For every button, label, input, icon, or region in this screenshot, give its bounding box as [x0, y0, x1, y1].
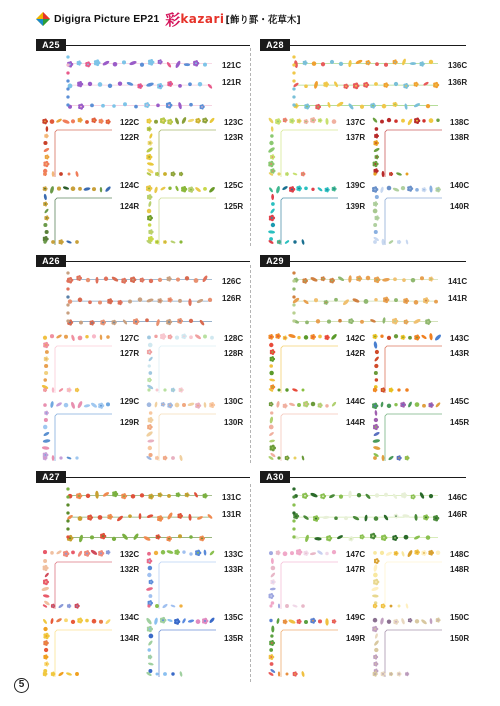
page-number: 5 [14, 678, 29, 693]
border-sample-145 [370, 399, 444, 463]
repeat-code-label: 143R [450, 349, 470, 358]
corner-code-label: 150C [450, 613, 470, 622]
repeat-code-label: 135R [224, 634, 244, 643]
repeat-code-label: 145R [450, 418, 470, 427]
section-rule [290, 477, 466, 478]
corner-code-label: 128C [224, 334, 244, 343]
section-band-row-1 [36, 39, 466, 51]
repeat-code-label: 139R [346, 202, 366, 211]
repeat-code-label: 134R [120, 634, 140, 643]
repeat-code-label: 144R [346, 418, 366, 427]
corner-code-label: 123C [224, 118, 244, 127]
section-band-row-3 [36, 471, 466, 483]
corner-code-label: 147C [346, 550, 366, 559]
border-sample-131 [64, 483, 216, 545]
corner-code-label: 146C [448, 493, 468, 502]
corner-code-label: 127C [120, 334, 140, 343]
section-rule [66, 477, 250, 478]
repeat-code-label: 150R [450, 634, 470, 643]
corner-code-label: 138C [450, 118, 470, 127]
section-rule [290, 45, 466, 46]
border-sample-136 [290, 51, 442, 113]
repeat-code-label: 138R [450, 133, 470, 142]
border-sample-123 [144, 115, 218, 179]
border-sample-137 [266, 115, 340, 179]
border-sample-141 [290, 267, 442, 329]
border-sample-134 [40, 615, 114, 679]
repeat-code-label: 127R [120, 349, 140, 358]
corner-code-label: 125C [224, 181, 244, 190]
border-sample-150 [370, 615, 444, 679]
section-tag-a29: A29 [260, 255, 290, 267]
border-sample-126 [64, 267, 216, 329]
diamond-logo-icon [36, 12, 50, 26]
repeat-code-label: 133R [224, 565, 244, 574]
corner-code-label: 139C [346, 181, 366, 190]
section-tag-a25: A25 [36, 39, 66, 51]
section-rule [66, 45, 250, 46]
corner-code-label: 121C [222, 61, 242, 70]
border-sample-138 [370, 115, 444, 179]
border-sample-133 [144, 547, 218, 611]
border-sample-125 [144, 183, 218, 247]
repeat-code-label: 148R [450, 565, 470, 574]
repeat-code-label: 128R [224, 349, 244, 358]
border-sample-121 [64, 51, 216, 113]
corner-code-label: 130C [224, 397, 244, 406]
repeat-code-label: 149R [346, 634, 366, 643]
repeat-code-label: 146R [448, 510, 468, 519]
repeat-code-label: 131R [222, 510, 242, 519]
column-divider [250, 265, 251, 463]
section-rule [290, 261, 466, 262]
border-sample-132 [40, 547, 114, 611]
corner-code-label: 143C [450, 334, 470, 343]
corner-code-label: 122C [120, 118, 140, 127]
border-sample-135 [144, 615, 218, 679]
corner-code-label: 148C [450, 550, 470, 559]
corner-code-label: 145C [450, 397, 470, 406]
repeat-code-label: 132R [120, 565, 140, 574]
repeat-code-label: 137R [346, 133, 366, 142]
repeat-code-label: 130R [224, 418, 244, 427]
corner-code-label: 144C [346, 397, 366, 406]
border-sample-122 [40, 115, 114, 179]
repeat-code-label: 141R [448, 294, 468, 303]
corner-code-label: 133C [224, 550, 244, 559]
repeat-code-label: 125R [224, 202, 244, 211]
corner-code-label: 124C [120, 181, 140, 190]
series-roman: kazari [180, 12, 225, 26]
border-sample-148 [370, 547, 444, 611]
section-tag-a26: A26 [36, 255, 66, 267]
repeat-code-label: 136R [448, 78, 468, 87]
column-divider [250, 484, 251, 682]
repeat-code-label: 142R [346, 349, 366, 358]
repeat-code-label: 129R [120, 418, 140, 427]
border-sample-147 [266, 547, 340, 611]
border-sample-142 [266, 331, 340, 395]
series-kanji: 彩 [165, 10, 181, 29]
border-sample-144 [266, 399, 340, 463]
corner-code-label: 142C [346, 334, 366, 343]
border-sample-124 [40, 183, 114, 247]
corner-code-label: 132C [120, 550, 140, 559]
border-sample-143 [370, 331, 444, 395]
corner-code-label: 149C [346, 613, 366, 622]
repeat-code-label: 126R [222, 294, 242, 303]
border-sample-130 [144, 399, 218, 463]
section-tag-a28: A28 [260, 39, 290, 51]
border-sample-128 [144, 331, 218, 395]
repeat-code-label: 123R [224, 133, 244, 142]
section-rule [66, 261, 250, 262]
repeat-code-label: 147R [346, 565, 366, 574]
corner-code-label: 129C [120, 397, 140, 406]
repeat-code-label: 140R [450, 202, 470, 211]
repeat-code-label: 122R [120, 133, 140, 142]
repeat-code-label: 121R [222, 78, 242, 87]
corner-code-label: 141C [448, 277, 468, 286]
section-tag-a30: A30 [260, 471, 290, 483]
corner-code-label: 135C [224, 613, 244, 622]
repeat-code-label: 124R [120, 202, 140, 211]
border-sample-129 [40, 399, 114, 463]
border-sample-139 [266, 183, 340, 247]
section-band-row-2 [36, 255, 466, 267]
corner-code-label: 131C [222, 493, 242, 502]
border-sample-127 [40, 331, 114, 395]
corner-code-label: 134C [120, 613, 140, 622]
corner-code-label: 136C [448, 61, 468, 70]
corner-code-label: 140C [450, 181, 470, 190]
section-tag-a27: A27 [36, 471, 66, 483]
corner-code-label: 126C [222, 277, 242, 286]
page-header [36, 10, 301, 28]
column-divider [250, 48, 251, 246]
border-sample-146 [290, 483, 442, 545]
border-sample-140 [370, 183, 444, 247]
corner-code-label: 137C [346, 118, 366, 127]
brand-title: Digigra Picture EP21 [54, 13, 160, 25]
series-subtitle: [飾り罫・花草木] [225, 15, 301, 26]
border-sample-149 [266, 615, 340, 679]
